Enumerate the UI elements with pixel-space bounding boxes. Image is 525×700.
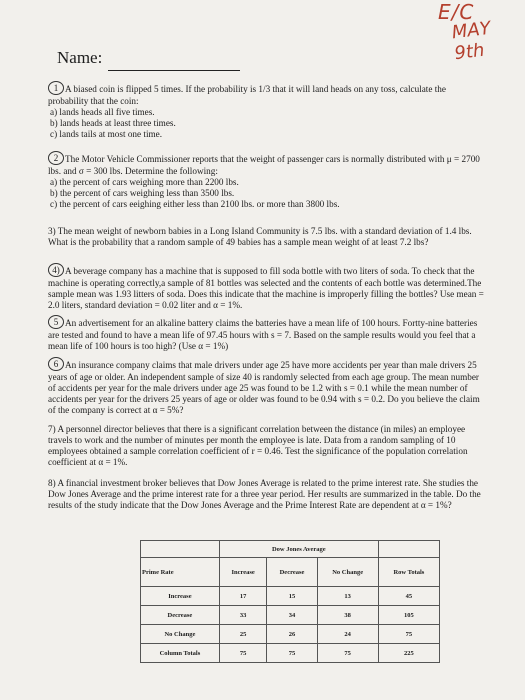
table-title: Dow Jones Average <box>219 541 378 558</box>
table-cell: 45 <box>378 587 439 606</box>
contingency-table-container <box>140 540 440 663</box>
question-number-circle: 4) <box>48 263 64 277</box>
question-4 <box>48 264 488 311</box>
table-row <box>141 587 440 606</box>
column-header: Row Totals <box>378 558 439 587</box>
question-1 <box>48 82 488 140</box>
table-row <box>141 625 440 644</box>
table-empty-corner <box>141 541 220 558</box>
row-header: Increase <box>141 587 220 606</box>
question-2 <box>48 152 488 210</box>
name-label: Name: <box>57 48 103 67</box>
table-cell: 24 <box>317 625 378 644</box>
table-cell: 15 <box>267 587 317 606</box>
question-8 <box>48 478 488 511</box>
question-stem: A financial investment broker believes that Dow Jones Average is related to the prime interest rate. She studies the Dow Jones Average and the prime interest rate for a three year period. Her results are summarized in the table. Do the results of the study indicate that the Dow Jones Average and the Prime Interest Rate are dependent at α = 1%? <box>48 478 481 510</box>
table-cell: 34 <box>267 606 317 625</box>
question-stem: A biased coin is flipped 5 times. If the probability is 1/3 that it will land heads on any toss, calculate the probability that the coin: <box>48 84 446 106</box>
table-cell: 26 <box>267 625 317 644</box>
question-part: a) lands heads all five times. <box>50 107 155 117</box>
question-part: b) lands heads at least three times. <box>50 118 176 128</box>
table-row <box>141 644 440 663</box>
question-number-circle: 6 <box>48 357 64 371</box>
question-number: 7) <box>48 424 56 434</box>
question-6 <box>48 358 488 416</box>
question-3 <box>48 226 488 248</box>
handwritten-date: MAY 9th <box>450 17 492 65</box>
table-cell: 13 <box>317 587 378 606</box>
table-empty-cell <box>378 541 439 558</box>
handwritten-note-top: E/C <box>438 0 475 24</box>
question-part: a) the percent of cars weighing more than 2200 lbs. <box>50 177 239 187</box>
question-7 <box>48 424 488 468</box>
question-number: 8) <box>48 478 56 488</box>
question-stem: An advertisement for an alkaline battery claims the batteries have a mean life of 100 hours. Fortty-nine batteries are tested and found to have a mean life of 97.45 hours with s = 7. Based on the sample results would you feel that a mean life of 100 hours is too high? (Use α = 1%) <box>48 318 478 351</box>
table-cell: 33 <box>219 606 267 625</box>
table-cell: 75 <box>378 625 439 644</box>
question-5 <box>48 316 488 352</box>
column-header: No Change <box>317 558 378 587</box>
table-cell: 75 <box>317 644 378 663</box>
question-number-circle: 1 <box>48 81 64 95</box>
question-part: b) the percent of cars weighing less than 3500 lbs. <box>50 188 235 198</box>
table-cell: 25 <box>219 625 267 644</box>
question-number: 3) <box>48 226 56 236</box>
row-header: No Change <box>141 625 220 644</box>
table-cell: 17 <box>219 587 267 606</box>
row-header: Decrease <box>141 606 220 625</box>
question-stem: The Motor Vehicle Commissioner reports that the weight of passenger cars is normally distributed with μ = 2700 lbs. and σ = 300 lbs. Determine the following: <box>48 154 480 176</box>
question-part: c) the percent of cars eeighing either less than 2100 lbs. or more than 3800 lbs. <box>50 199 340 209</box>
row-header: Column Totals <box>141 644 220 663</box>
column-header: Decrease <box>267 558 317 587</box>
table-cell: 75 <box>267 644 317 663</box>
question-stem: A beverage company has a machine that is supposed to fill soda bottle with two liters of soda. To check that the machine is operating correctly,a sample of 81 bottles was selected and the contents of each bottle was determined.The sample mean was 1.93 litters of soda. Does this indicate that the machine is improperly filling the bottles? Use mean = 2.0 liters, standard deviation = 0.02 liter and α = 1%. <box>48 266 484 310</box>
column-header: Increase <box>219 558 267 587</box>
table-cell: 225 <box>378 644 439 663</box>
table-cell: 75 <box>219 644 267 663</box>
question-number-circle: 5 <box>48 315 64 329</box>
question-number-circle: 2 <box>48 151 64 165</box>
table-row <box>141 606 440 625</box>
table-cell: 38 <box>317 606 378 625</box>
question-stem: An insurance company claims that male drivers under age 25 have more accidents per year than male drivers 25 years of age or older. An independent sample of size 40 is randomly selected from each age group. The mean number of accidents per year for the male drivers under age 25 was found to be 1.2 with s = 0.1 while the mean number of accidents per year for the drivers 25 years of age or older was found to be 0.94 with s = 0.2. Do you believe the claim of the company is correct at α = 5%? <box>48 360 480 415</box>
name-underline <box>108 70 240 71</box>
question-stem: The mean weight of newborn babies in a Long Island Community is 7.5 lbs. with a standard deviation of 1.4 lbs. What is the probability that a random sample of 49 babies has a sample mean weight of at least 7.2 lbs? <box>48 226 472 247</box>
contingency-table <box>140 540 440 663</box>
question-part: c) lands tails at most one time. <box>50 129 163 139</box>
table-corner-header: Prime Rate <box>141 558 220 587</box>
table-cell: 105 <box>378 606 439 625</box>
question-stem: A personnel director believes that there is a significant correlation between the distance (in miles) an employee travels to work and the number of minutes per month the employee is late. Data from a random sampling of 10 employees obtained a sample correlation coefficient of r = 0.46. Test the significance of the population correlation coefficient at α = 1%. <box>48 424 468 467</box>
